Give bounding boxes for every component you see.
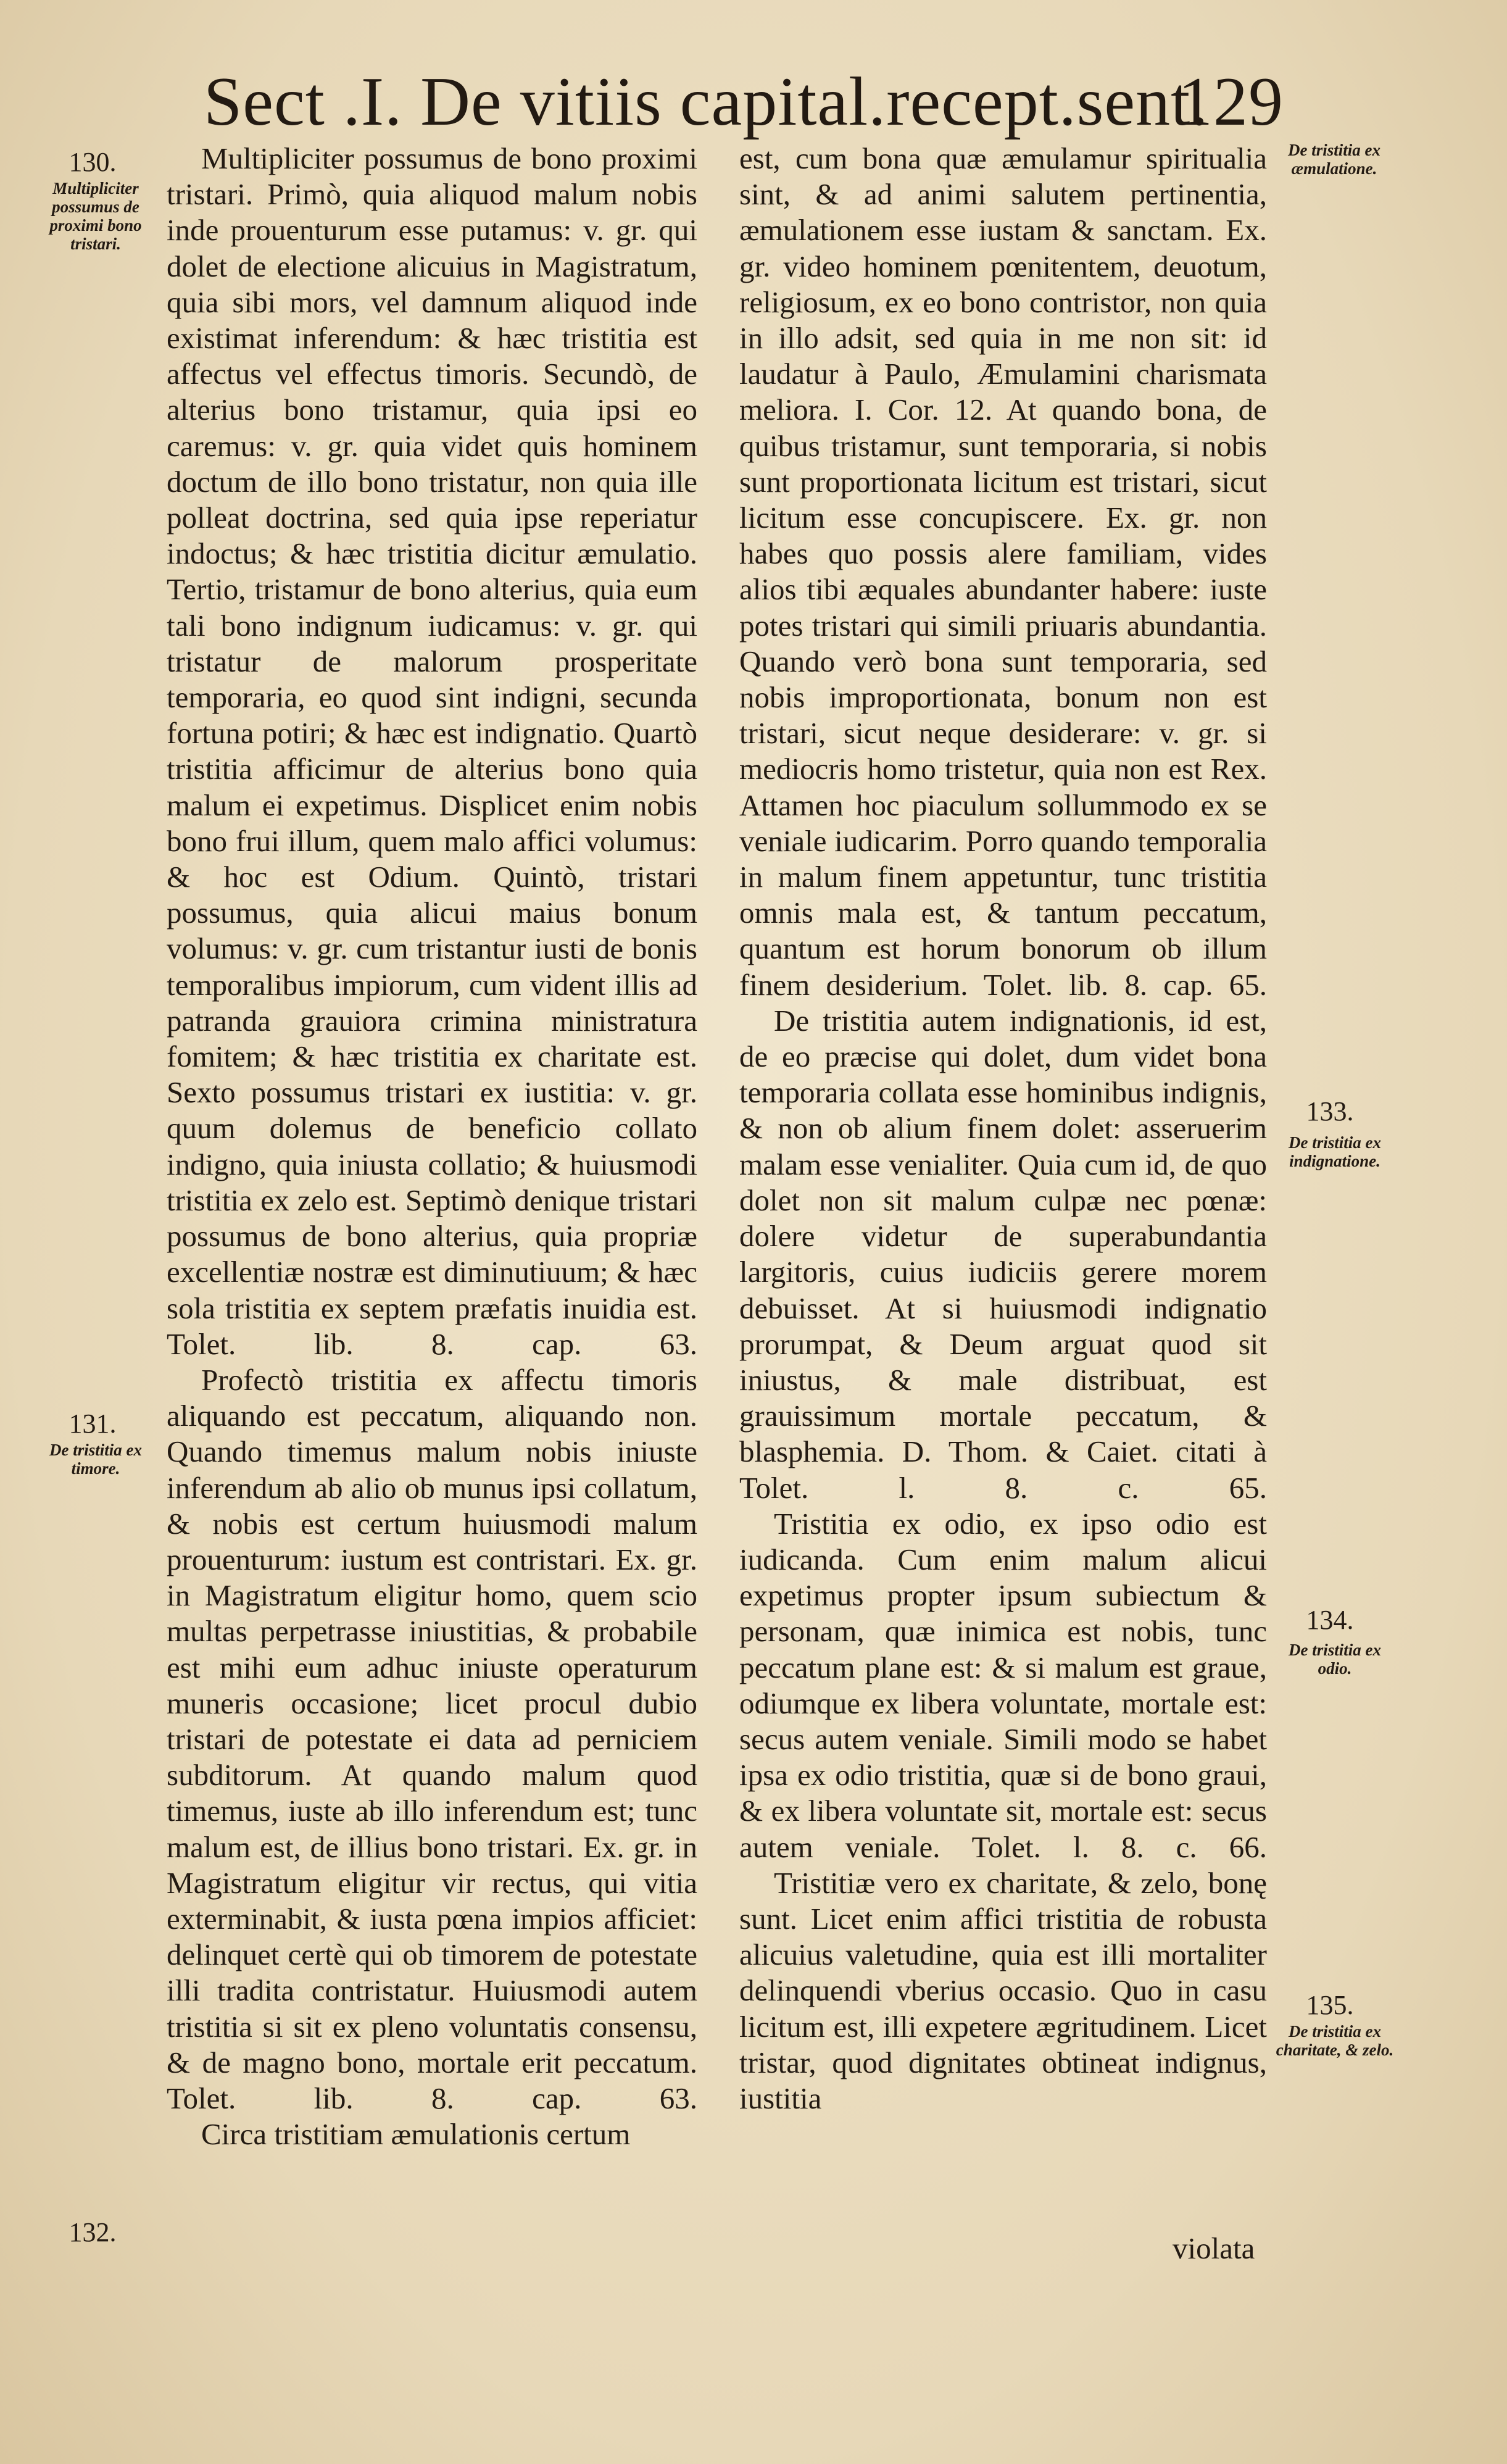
margin-number-133: 133. bbox=[1306, 1096, 1354, 1126]
margin-note-130: Multipliciter possumus de proximi bono tristari. bbox=[49, 179, 142, 253]
margin-number-132: 132. bbox=[68, 2217, 117, 2247]
paragraph-132-continued: est, cum bona quæ æmulamur spiritualia sint, & ad animi salutem pertinentia, æmulationem esse iustam & sanctam. Ex. gr. video hominem pœnitentem, deuotum, religiosum, ex eo bono contristor, non quia in illo adsit, sed quia in me non sit: id laudatur à Paulo, Æmulamini charismata meliora. I. Cor. 12. At quando bona, de quibus tristamur, sunt temporaria, si nobis sunt proportionata licitum est tristari, sicut licitum esse concupiscere. Ex. gr. non habes quo possis alere familiam, vides alios tibi æquales abundanter habere: iuste potes tristari qui simili priuaris abundantia. Quando verò bona sunt temporaria, sed nobis improportionata, bonum non est tristari, sicut neque desiderare: v. gr. si mediocris homo tristetur, quia non est Rex. Attamen hoc piaculum sollummodo ex se veniale iudicarim. Porro quando temporalia in malum finem appetuntur, tunc tristitia omnis mala est, & tantum peccatum, quantum est horum bonorum ob illum finem desiderium. Tolet. lib. 8. cap. 65. bbox=[739, 141, 1267, 1002]
right-text-column bbox=[739, 141, 1267, 2116]
paragraph-132: Circa tristitiam æmulationis certum bbox=[201, 2117, 631, 2152]
running-header bbox=[204, 56, 1284, 148]
paragraph-134: Tristitia ex odio, ex ipso odio est iudicanda. Cum enim malum alicui expetimus propter ipsum subiectum & personam, quæ inimica est nobis, tunc peccatum plane est: & si malum est graue, odiumque ex libera voluntate, mortale est: secus autem veniale. Simili modo se habet ipsa ex odio tristitia, quæ si de bono graui, & ex libera voluntate sit, mortale est: secus autem veniale. Tolet. l. 8. c. 66. bbox=[739, 1506, 1267, 1864]
margin-note-135: De tristitia ex charitate, & zelo. bbox=[1276, 2022, 1394, 2059]
margin-note-134: De tristitia ex odio. bbox=[1289, 1641, 1381, 1678]
paragraph-133: De tristitia autem indignationis, id est, de eo præcise qui dolet, dum videt bona temporaria collata esse hominibus indignis, & non ob alium finem dolet: asseruerim malam esse venialiter. Quia cum id, de quo dolet non sit malum culpæ nec pœnæ: dolere videtur de superabundantia largitoris, cuius iudiciis gerere morem debuisset. At si huiusmodi indignatio prorumpat, & Deum arguat quod sit iniustus, & male distribuat, est grauissimum mortale peccatum, & blasphemia. D. Thom. & Caiet. citati à Tolet. l. 8. c. 65. bbox=[739, 1003, 1267, 1505]
margin-number-135: 135. bbox=[1306, 1990, 1354, 2020]
paragraph-130: Multipliciter possumus de bono proximi tristari. Primò, quia aliquod malum nobis inde prouenturum esse putamus: v. gr. qui dolet de electione alicuius in Magistratum, quia sibi mors, vel damnum aliquod inde existimat inferendum: & hæc tristitia est affectus vel effectus timoris. Secundò, de alterius bono tristamur, quia ipsi eo caremus: v. gr. quia videt quis hominem doctum de illo bono tristatur, non quia ille polleat doctrina, sed quia ipse reperiatur indoctus; & hæc tristitia dicitur æmulatio. Tertio, tristamur de bono alterius, quia eum tali bono indignum iudicamus: v. gr. qui tristatur de malorum prosperitate temporaria, eo quod sint indigni, secunda fortuna potiri; & hæc est indignatio. Quartò tristitia afficimur de alterius bono quia malum ei expetimus. Displicet enim nobis bono frui illum, quem malo affici volumus: & hoc est Odium. Quintò, tristari possumus, quia alicui maius bonum volumus: v. gr. cum tristantur iusti de bonis temporalibus impiorum, cum vident illis ad patranda grauiora crimina ministratura fomitem; & hæc tristitia ex charitate est. Sexto possumus tristari ex iustitia: v. gr. quum dolemus de beneficio collato indigno, quia iniusta collatio; & huiusmodi tristitia ex zelo est. Septimò denique tristari possumus de bono alterius, quia propriæ excellentiæ nostræ est diminutiuum; & hæc sola tristitia ex septem præfatis inuidia est. Tolet. lib. 8. cap. 63. bbox=[167, 141, 697, 1361]
left-text-column bbox=[167, 141, 697, 2152]
page-number: 129 bbox=[1178, 64, 1284, 140]
margin-note-133: De tristitia ex indignatione. bbox=[1289, 1133, 1381, 1170]
margin-number-131: 131. bbox=[68, 1409, 117, 1439]
margin-number-130: 130. bbox=[68, 147, 117, 177]
catchword: violata bbox=[1173, 2231, 1255, 2265]
running-title: Sect .I. De vitiis capital.recept.sent. bbox=[204, 64, 1209, 140]
margin-note-aemulatione: De tristitia ex æmulatione. bbox=[1288, 141, 1380, 178]
paragraph-135: Tristitiæ vero ex charitate, & zelo, bonę sunt. Licet enim affici tristitia de robusta alicuius valetudine, quia est illi mortaliter delinquendi vberius occasio. Quo in casu licitum est, illi expetere ægritudinem. Licet tristar, quod dignitates obtineat indignus, iustitia bbox=[739, 1865, 1267, 2115]
margin-note-131: De tristitia ex timore. bbox=[49, 1441, 142, 1478]
margin-number-134: 134. bbox=[1306, 1605, 1354, 1635]
paragraph-131: Profectò tristitia ex affectu timoris aliquando est peccatum, aliquando non. Quando timemus malum nobis iniuste inferendum ab alio ob munus ipsi collatum, & nobis est certum huiusmodi malum prouenturum: iustum est contristari. Ex. gr. in Magistratum eligitur homo, quem scio multas perpetrasse iniustitias, & probabile est mihi eum adhuc iniuste operaturum muneris occasione; licet procul dubio tristari de potestate ei data ad perniciem subditorum. At quando malum quod timemus, iuste ab illo inferendum est; tunc malum est, de illius bono tristari. Ex. gr. in Magistratum eligitur vir rectus, qui vitia exterminabit, & iusta pœna impios afficiet: delinquet certè qui ob timorem de potestate illi tradita contristatur. Huiusmodi autem tristitia si sit ex pleno voluntatis consensu, & de magno bono, mortale erit peccatum. Tolet. lib. 8. cap. 63. bbox=[167, 1362, 697, 2115]
